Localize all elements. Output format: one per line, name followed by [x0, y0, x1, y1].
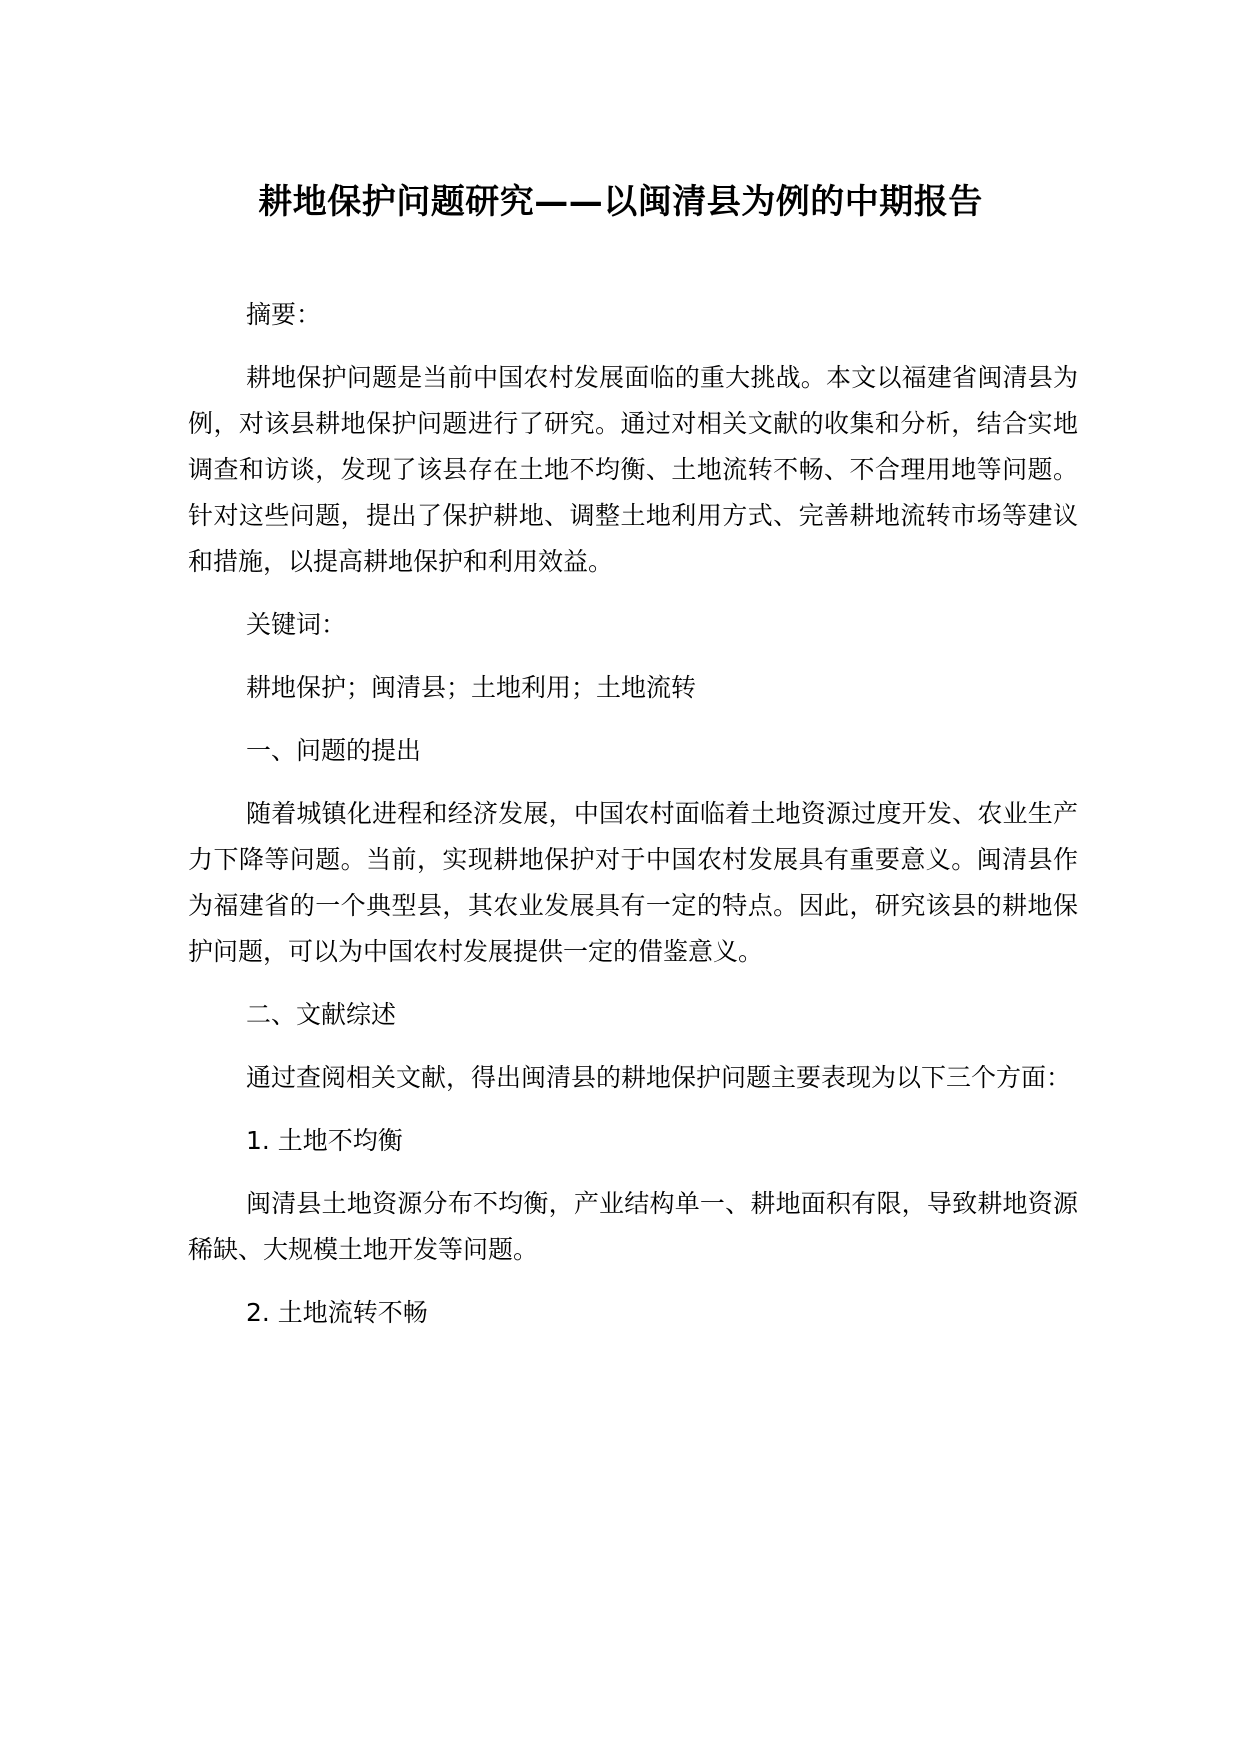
section-1-paragraph: 随着城镇化进程和经济发展，中国农村面临着土地资源过度开发、农业生产力下降等问题。当前，实现耕地保护对于中国农村发展具有重要意义。闽清县作为福建省的一个典型县，其农业发展具有一定的特点。因此，研究该县的耕地保护问题，可以为中国农村发展提供一定的借鉴意义。 — [188, 799, 1078, 966]
subheading-1: 1. 土地不均衡 — [246, 1126, 403, 1155]
document-body — [188, 292, 1078, 1353]
abstract-heading: 摘要： — [246, 300, 322, 329]
abstract-paragraph: 耕地保护问题是当前中国农村发展面临的重大挑战。本文以福建省闽清县为例，对该县耕地保护问题进行了研究。通过对相关文献的收集和分析，结合实地调查和访谈，发现了该县存在土地不均衡、土地流转不畅、不合理用地等问题。针对这些问题，提出了保护耕地、调整土地利用方式、完善耕地流转市场等建议和措施，以提高耕地保护和利用效益。 — [188, 363, 1078, 576]
subsection-1-paragraph: 闽清县土地资源分布不均衡，产业结构单一、耕地面积有限，导致耕地资源稀缺、大规模土地开发等问题。 — [188, 1189, 1078, 1264]
keywords-list: 耕地保护；闽清县；土地利用；土地流转 — [246, 673, 697, 702]
subheading-2: 2. 土地流转不畅 — [246, 1298, 428, 1327]
section-2-intro-paragraph: 通过查阅相关文献，得出闽清县的耕地保护问题主要表现为以下三个方面： — [246, 1063, 1072, 1092]
section-heading-2: 二、文献综述 — [246, 1000, 397, 1029]
document-title: 耕地保护问题研究——以闽清县为例的中期报告 — [258, 182, 983, 222]
section-heading-1: 一、问题的提出 — [246, 736, 422, 765]
keywords-heading: 关键词： — [246, 610, 347, 639]
